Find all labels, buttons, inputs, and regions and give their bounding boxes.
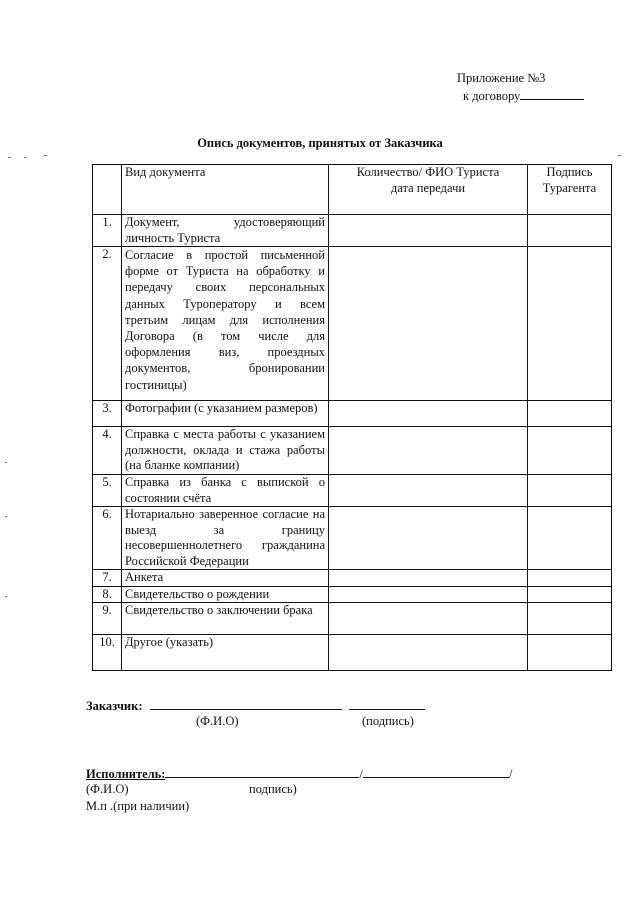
row-number: 3. bbox=[93, 401, 122, 427]
row-number: 4. bbox=[93, 427, 122, 475]
table-row bbox=[93, 401, 612, 427]
scan-speck bbox=[5, 516, 7, 517]
contract-label: к договору bbox=[463, 89, 521, 103]
customer-fio-caption: (Ф.И.О) bbox=[196, 714, 239, 728]
quantity-cell[interactable] bbox=[329, 475, 528, 507]
signature-cell[interactable] bbox=[528, 635, 612, 671]
row-number: 8. bbox=[93, 586, 122, 603]
separator-slash: / bbox=[359, 767, 363, 781]
separator-slash: / bbox=[508, 767, 513, 781]
header-quantity-text: Количество/ ФИО Туриста дата передачи bbox=[356, 165, 500, 195]
header-number bbox=[93, 165, 122, 215]
customer-signature-block bbox=[86, 696, 425, 714]
table-row bbox=[93, 570, 612, 587]
row-number: 7. bbox=[93, 570, 122, 587]
scan-speck bbox=[8, 157, 11, 158]
row-number: 1. bbox=[93, 215, 122, 247]
document-name: Согласие в простой письменной форме от Туриста на обработку и передачу своих персональных данных Туроператору и всем третьим лицам для исполнения Договора (в том числе для оформления виз, проездных документов, бронировании гостиницы) bbox=[122, 247, 329, 401]
signature-cell[interactable] bbox=[528, 507, 612, 570]
table-row bbox=[93, 215, 612, 247]
table-row bbox=[93, 427, 612, 475]
signature-cell[interactable] bbox=[528, 586, 612, 603]
document-name: Свидетельство о заключении брака bbox=[122, 603, 329, 635]
executor-label: Исполнитель: bbox=[86, 767, 166, 781]
document-name: Нотариально заверенное согласие на выезд за границу несовершеннолетнего гражданина Российской Федерации bbox=[122, 507, 329, 570]
appendix-number: Приложение №3 bbox=[457, 71, 546, 85]
row-number: 10. bbox=[93, 635, 122, 671]
row-number: 6. bbox=[93, 507, 122, 570]
quantity-cell[interactable] bbox=[329, 586, 528, 603]
table-row bbox=[93, 247, 612, 401]
table-header-row bbox=[93, 165, 612, 215]
document-name: Справка с места работы с указанием должности, оклада и стажа работы (на бланке компании) bbox=[122, 427, 329, 475]
header-signature-text: Подпись Турагента bbox=[542, 165, 597, 195]
header-quantity bbox=[329, 165, 528, 215]
table-row bbox=[93, 507, 612, 570]
table-row bbox=[93, 586, 612, 603]
quantity-cell[interactable] bbox=[329, 635, 528, 671]
signature-cell[interactable] bbox=[528, 603, 612, 635]
executor-signature-block bbox=[86, 764, 512, 782]
row-number: 9. bbox=[93, 603, 122, 635]
document-name: Фотографии (с указанием размеров) bbox=[122, 401, 329, 427]
row-number: 2. bbox=[93, 247, 122, 401]
documents-table bbox=[92, 164, 612, 671]
executor-signature-line[interactable] bbox=[363, 764, 509, 778]
signature-cell[interactable] bbox=[528, 401, 612, 427]
document-name: Другое (указать) bbox=[122, 635, 329, 671]
signature-cell[interactable] bbox=[528, 475, 612, 507]
appendix-block bbox=[457, 70, 584, 105]
quantity-cell[interactable] bbox=[329, 603, 528, 635]
page-title: Опись документов, принятых от Заказчика bbox=[197, 136, 443, 150]
executor-name-line[interactable] bbox=[165, 764, 359, 778]
contract-reference bbox=[457, 87, 584, 105]
signature-cell[interactable] bbox=[528, 427, 612, 475]
table-row bbox=[93, 475, 612, 507]
customer-name-line[interactable] bbox=[150, 696, 342, 710]
quantity-cell[interactable] bbox=[329, 507, 528, 570]
scan-speck bbox=[5, 596, 7, 597]
customer-label: Заказчик: bbox=[86, 699, 143, 713]
customer-signature-caption: (подпись) bbox=[362, 714, 414, 728]
signature-cell[interactable] bbox=[528, 570, 612, 587]
scan-speck bbox=[618, 155, 621, 156]
contract-number-blank[interactable] bbox=[520, 87, 584, 100]
document-name: Документ, удостоверяющий личность Туриста bbox=[122, 215, 329, 247]
quantity-cell[interactable] bbox=[329, 247, 528, 401]
row-number: 5. bbox=[93, 475, 122, 507]
scan-speck bbox=[5, 462, 7, 463]
document-name: Анкета bbox=[122, 570, 329, 587]
quantity-cell[interactable] bbox=[329, 570, 528, 587]
table-row bbox=[93, 635, 612, 671]
signature-cell[interactable] bbox=[528, 247, 612, 401]
signature-cell[interactable] bbox=[528, 215, 612, 247]
scan-speck bbox=[24, 157, 26, 158]
stamp-note: М.п .(при наличии) bbox=[86, 799, 190, 813]
document-name: Справка из банка с выпиской о состоянии счёта bbox=[122, 475, 329, 507]
document-name: Свидетельство о рождении bbox=[122, 586, 329, 603]
quantity-cell[interactable] bbox=[329, 427, 528, 475]
quantity-cell[interactable] bbox=[329, 401, 528, 427]
header-signature bbox=[528, 165, 612, 215]
header-document-type: Вид документа bbox=[122, 165, 329, 215]
table-row bbox=[93, 603, 612, 635]
scan-speck bbox=[44, 155, 47, 156]
executor-signature-caption: подпись) bbox=[249, 782, 297, 796]
executor-fio-caption: (Ф.И.О) bbox=[86, 782, 129, 796]
customer-signature-line[interactable] bbox=[349, 696, 425, 710]
quantity-cell[interactable] bbox=[329, 215, 528, 247]
